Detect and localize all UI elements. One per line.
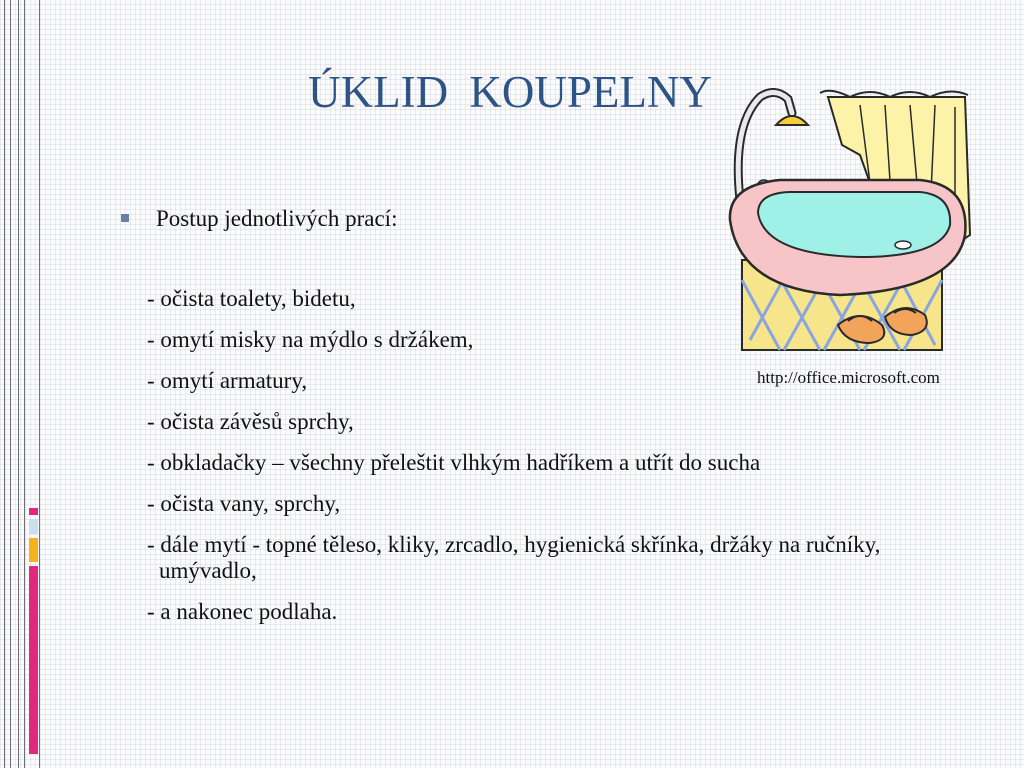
list-item: - a nakonec podlaha. — [147, 599, 338, 624]
accent-orange — [29, 538, 38, 562]
left-decorative-bars — [0, 0, 42, 768]
accent-lightblue — [29, 519, 38, 534]
list-item: - očista závěsů sprchy, — [147, 409, 354, 434]
decor-line — [39, 0, 40, 768]
decor-line — [4, 0, 5, 768]
intro-bullet — [121, 206, 397, 232]
accent-pink-tall — [29, 566, 38, 754]
decor-line — [24, 0, 25, 768]
decor-line — [10, 0, 11, 768]
bathtub-clipart-icon — [720, 85, 975, 365]
accent-pink-small — [29, 508, 38, 515]
slide-title: ÚKLID KOUPELNY — [308, 67, 712, 117]
image-credit: http://office.microsoft.com — [757, 368, 940, 387]
decor-line — [18, 0, 19, 768]
intro-text: Postup jednotlivých prací: — [156, 206, 398, 231]
list-item: - očista toalety, bidetu, — [147, 286, 356, 311]
list-item: - omytí armatury, — [147, 368, 308, 393]
list-item: - obkladačky – všechny přeleštit vlhkým hadříkem a utřít do sucha — [147, 450, 761, 475]
list-item: - očista vany, sprchy, — [147, 491, 341, 516]
list-item: - omytí misky na mýdlo s držákem, — [147, 327, 474, 352]
list-item: - dále mytí - topné těleso, kliky, zrcadlo, hygienická skřínka, držáky na ručníky, umývadlo, — [147, 532, 881, 583]
square-bullet-icon — [121, 214, 129, 222]
